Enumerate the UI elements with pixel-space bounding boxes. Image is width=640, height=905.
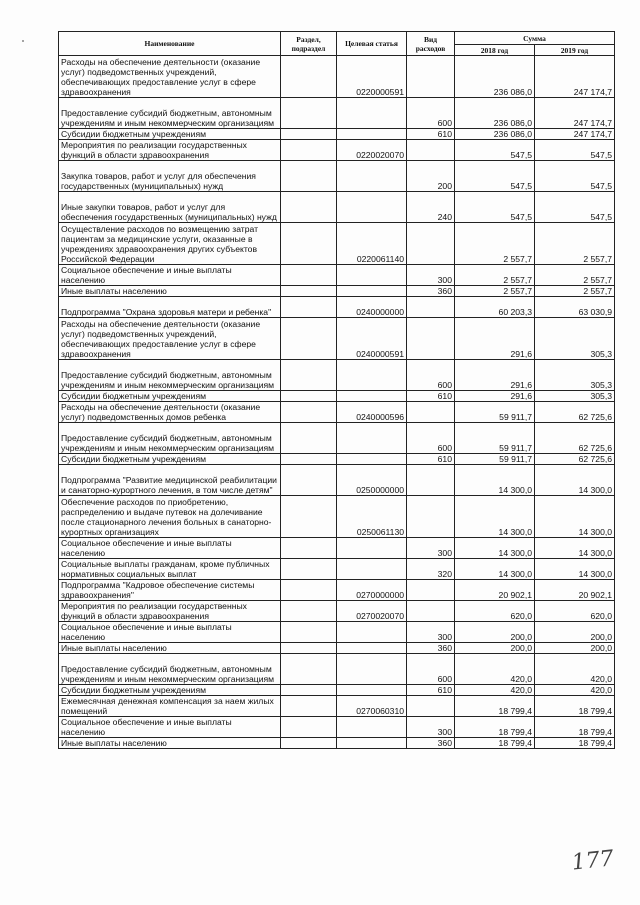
table-cell-2018: 14 300,0 (455, 538, 535, 559)
table-row (59, 685, 615, 696)
table-cell-section (281, 559, 337, 580)
header-type: Вид расходов (407, 32, 455, 56)
table-cell-name: Социальное обеспечение и иные выплаты населению (59, 717, 281, 738)
table-row (59, 402, 615, 423)
table-cell-name: Расходы на обеспечение деятельности (оказание услуг) подведомственных учреждений, обеспечивающих предоставление услуг в сфере здравоохранения (59, 318, 281, 360)
table-cell-type: 610 (407, 391, 455, 402)
table-cell-name: Подпрограмма "Развитие медицинской реабилитации и санаторно-курортного лечения, в том числе детям" (59, 465, 281, 496)
table-cell-2018: 420,0 (455, 685, 535, 696)
table-cell-section (281, 286, 337, 297)
table-cell-name: Мероприятия по реализации государственных функций в области здравоохранения (59, 601, 281, 622)
table-cell-section (281, 161, 337, 192)
table-cell-name: Социальное обеспечение и иные выплаты населению (59, 265, 281, 286)
table-cell-type (407, 223, 455, 265)
table-row (59, 622, 615, 643)
table-cell-target (337, 685, 407, 696)
table-row (59, 696, 615, 717)
table-cell-2018: 14 300,0 (455, 465, 535, 496)
table-cell-type (407, 580, 455, 601)
table-cell-2019: 247 174,7 (535, 56, 615, 98)
table-cell-name: Расходы на обеспечение деятельности (оказание услуг) подведомственных домов ребенка (59, 402, 281, 423)
table-cell-name: Осуществление расходов по возмещению затрат пациентам за медицинские услуги, оказанные в учреждениях здравоохранения других субъектов Российской Федерации (59, 223, 281, 265)
table-cell-2018: 420,0 (455, 654, 535, 685)
table-cell-section (281, 423, 337, 454)
table-cell-section (281, 402, 337, 423)
table-cell-2019: 247 174,7 (535, 129, 615, 140)
table-row (59, 129, 615, 140)
table-cell-2019: 420,0 (535, 685, 615, 696)
table-cell-name: Закупка товаров, работ и услуг для обеспечения государственных (муниципальных) нужд (59, 161, 281, 192)
table-cell-2019: 200,0 (535, 622, 615, 643)
table-cell-target (337, 717, 407, 738)
table-row (59, 318, 615, 360)
table-cell-2019: 547,5 (535, 161, 615, 192)
table-cell-name: Иные закупки товаров, работ и услуг для обеспечения государственных (муниципальных) нужд (59, 192, 281, 223)
table-cell-name: Ежемесячная денежная компенсация за наем жилых помещений (59, 696, 281, 717)
table-row (59, 140, 615, 161)
table-cell-target: 0270060310 (337, 696, 407, 717)
table-row (59, 423, 615, 454)
header-section: Раздел, подраздел (281, 32, 337, 56)
header-year-2019: 2019 год (535, 45, 615, 56)
table-cell-section (281, 140, 337, 161)
table-cell-section (281, 318, 337, 360)
table-cell-target (337, 265, 407, 286)
table-cell-2018: 236 086,0 (455, 98, 535, 129)
table-cell-section (281, 643, 337, 654)
table-cell-2019: 305,3 (535, 360, 615, 391)
table-cell-section (281, 129, 337, 140)
table-cell-target (337, 129, 407, 140)
table-cell-target (337, 622, 407, 643)
table-cell-2018: 620,0 (455, 601, 535, 622)
table-row (59, 360, 615, 391)
table-cell-name: Обеспечение расходов по приобретению, распределению и выдаче путевок на долечивание после стационарного лечения больных в санаторно-курортных организациях (59, 496, 281, 538)
table-row (59, 559, 615, 580)
table-cell-2018: 59 911,7 (455, 423, 535, 454)
table-cell-name: Мероприятия по реализации государственных функций в области здравоохранения (59, 140, 281, 161)
table-cell-type (407, 56, 455, 98)
table-cell-2019: 62 725,6 (535, 454, 615, 465)
table-cell-section (281, 601, 337, 622)
table-cell-2019: 18 799,4 (535, 717, 615, 738)
table-cell-target (337, 454, 407, 465)
table-cell-2019: 2 557,7 (535, 286, 615, 297)
table-cell-target: 0240000000 (337, 297, 407, 318)
table-row (59, 717, 615, 738)
table-cell-type (407, 496, 455, 538)
table-row (59, 391, 615, 402)
header-name: Наименование (59, 32, 281, 56)
table-cell-2019: 200,0 (535, 643, 615, 654)
table-cell-2019: 14 300,0 (535, 496, 615, 538)
table-cell-type: 600 (407, 654, 455, 685)
table-cell-2018: 291,6 (455, 391, 535, 402)
table-cell-name: Предоставление субсидий бюджетным, автономным учреждениям и иным некоммерческим организациям (59, 98, 281, 129)
table-row (59, 297, 615, 318)
table-cell-target (337, 559, 407, 580)
table-cell-name: Подпрограмма "Кадровое обеспечение системы здравоохранения" (59, 580, 281, 601)
table-cell-name: Иные выплаты населению (59, 643, 281, 654)
table-cell-type (407, 601, 455, 622)
table-row (59, 161, 615, 192)
table-cell-target (337, 192, 407, 223)
table-cell-name: Подпрограмма "Охрана здоровья матери и ребенка" (59, 297, 281, 318)
table-cell-2019: 14 300,0 (535, 559, 615, 580)
table-cell-2018: 2 557,7 (455, 286, 535, 297)
table-cell-target (337, 654, 407, 685)
table-row (59, 538, 615, 559)
table-cell-2019: 2 557,7 (535, 265, 615, 286)
table-cell-target: 0250061130 (337, 496, 407, 538)
table-cell-target (337, 391, 407, 402)
table-cell-name: Социальные выплаты гражданам, кроме публичных нормативных социальных выплат (59, 559, 281, 580)
table-cell-2018: 60 203,3 (455, 297, 535, 318)
table-cell-target (337, 538, 407, 559)
table-cell-2019: 18 799,4 (535, 738, 615, 749)
table-cell-2019: 14 300,0 (535, 465, 615, 496)
table-cell-target (337, 423, 407, 454)
table-cell-2018: 59 911,7 (455, 454, 535, 465)
table-cell-section (281, 56, 337, 98)
table-cell-type: 300 (407, 717, 455, 738)
table-cell-section (281, 685, 337, 696)
table-row (59, 580, 615, 601)
table-cell-type: 610 (407, 129, 455, 140)
table-cell-type (407, 696, 455, 717)
table-cell-section (281, 654, 337, 685)
table-cell-2019: 305,3 (535, 391, 615, 402)
table-cell-name: Иные выплаты населению (59, 286, 281, 297)
table-row (59, 192, 615, 223)
table-cell-2019: 2 557,7 (535, 223, 615, 265)
table-cell-2019: 420,0 (535, 654, 615, 685)
table-cell-section (281, 696, 337, 717)
table-cell-type: 610 (407, 454, 455, 465)
table-cell-target: 0240000591 (337, 318, 407, 360)
table-cell-section (281, 98, 337, 129)
table-cell-type (407, 465, 455, 496)
table-cell-name: Иные выплаты населению (59, 738, 281, 749)
table-cell-2018: 547,5 (455, 140, 535, 161)
table-row (59, 223, 615, 265)
table-cell-2019: 62 725,6 (535, 423, 615, 454)
budget-table (58, 31, 615, 749)
table-cell-section (281, 465, 337, 496)
table-cell-type (407, 318, 455, 360)
header-sum: Сумма (455, 32, 615, 45)
table-cell-section (281, 265, 337, 286)
table-cell-section (281, 738, 337, 749)
table-cell-type (407, 297, 455, 318)
header-year-2018: 2018 год (455, 45, 535, 56)
table-cell-target: 0220061140 (337, 223, 407, 265)
table-cell-name: Субсидии бюджетным учреждениям (59, 129, 281, 140)
table-cell-2018: 2 557,7 (455, 223, 535, 265)
table-cell-2018: 18 799,4 (455, 696, 535, 717)
table-cell-target: 0270020070 (337, 601, 407, 622)
table-cell-section (281, 580, 337, 601)
table-cell-type: 600 (407, 98, 455, 129)
table-cell-name: Предоставление субсидий бюджетным, автономным учреждениям и иным некоммерческим организациям (59, 654, 281, 685)
table-cell-section (281, 297, 337, 318)
table-cell-type (407, 140, 455, 161)
table-cell-type: 200 (407, 161, 455, 192)
table-cell-type: 360 (407, 286, 455, 297)
table-cell-2019: 20 902,1 (535, 580, 615, 601)
table-body (59, 56, 615, 749)
table-cell-2018: 291,6 (455, 318, 535, 360)
table-row (59, 465, 615, 496)
table-cell-name: Субсидии бюджетным учреждениям (59, 391, 281, 402)
table-cell-type: 360 (407, 643, 455, 654)
table-cell-2018: 291,6 (455, 360, 535, 391)
table-cell-name: Предоставление субсидий бюджетным, автономным учреждениям и иным некоммерческим организациям (59, 423, 281, 454)
table-cell-section (281, 496, 337, 538)
table-cell-2018: 18 799,4 (455, 738, 535, 749)
table-cell-section (281, 622, 337, 643)
table-cell-2019: 547,5 (535, 192, 615, 223)
table-row (59, 286, 615, 297)
table-cell-target: 0220020070 (337, 140, 407, 161)
table-cell-2018: 20 902,1 (455, 580, 535, 601)
table-cell-2019: 14 300,0 (535, 538, 615, 559)
table-cell-name: Социальное обеспечение и иные выплаты населению (59, 622, 281, 643)
table-cell-type: 610 (407, 685, 455, 696)
table-cell-target (337, 98, 407, 129)
table-row (59, 654, 615, 685)
table-cell-2018: 200,0 (455, 643, 535, 654)
table-cell-2019: 305,3 (535, 318, 615, 360)
table-cell-name: Расходы на обеспечение деятельности (оказание услуг) подведомственных учреждений, обеспечивающих предоставление услуг в сфере здравоохранения (59, 56, 281, 98)
table-row (59, 738, 615, 749)
table-cell-type: 300 (407, 622, 455, 643)
table-cell-section (281, 391, 337, 402)
table-cell-target (337, 643, 407, 654)
table-cell-2019: 547,5 (535, 140, 615, 161)
table-cell-target: 0220000591 (337, 56, 407, 98)
table-cell-2019: 18 799,4 (535, 696, 615, 717)
table-cell-name: Предоставление субсидий бюджетным, автономным учреждениям и иным некоммерческим организациям (59, 360, 281, 391)
table-cell-2018: 14 300,0 (455, 559, 535, 580)
table-cell-type (407, 402, 455, 423)
table-row (59, 98, 615, 129)
table-cell-type: 300 (407, 538, 455, 559)
table-cell-target: 0250000000 (337, 465, 407, 496)
table-cell-2018: 547,5 (455, 192, 535, 223)
table-row (59, 643, 615, 654)
table-cell-2018: 59 911,7 (455, 402, 535, 423)
header-target: Целевая статья (337, 32, 407, 56)
table-cell-2018: 236 086,0 (455, 129, 535, 140)
table-cell-2018: 547,5 (455, 161, 535, 192)
table-cell-name: Субсидии бюджетным учреждениям (59, 454, 281, 465)
scan-speck (22, 40, 24, 42)
table-cell-2019: 62 725,6 (535, 402, 615, 423)
table-cell-type: 600 (407, 423, 455, 454)
table-cell-2018: 18 799,4 (455, 717, 535, 738)
table-cell-target: 0240000596 (337, 402, 407, 423)
table-cell-target (337, 738, 407, 749)
table-row (59, 56, 615, 98)
table-cell-type: 320 (407, 559, 455, 580)
table-cell-type: 300 (407, 265, 455, 286)
table-row (59, 601, 615, 622)
table-row (59, 496, 615, 538)
table-cell-target (337, 360, 407, 391)
table-cell-target (337, 286, 407, 297)
table-cell-section (281, 223, 337, 265)
table-header (59, 32, 615, 56)
table-cell-2018: 14 300,0 (455, 496, 535, 538)
table-cell-section (281, 717, 337, 738)
table-cell-section (281, 360, 337, 391)
table-cell-type: 240 (407, 192, 455, 223)
table-row (59, 265, 615, 286)
table-cell-2018: 200,0 (455, 622, 535, 643)
table-cell-2019: 63 030,9 (535, 297, 615, 318)
table-cell-target: 0270000000 (337, 580, 407, 601)
table-cell-section (281, 192, 337, 223)
table-cell-section (281, 454, 337, 465)
page-number: 177 (570, 846, 615, 876)
table-cell-2018: 236 086,0 (455, 56, 535, 98)
table-cell-section (281, 538, 337, 559)
table-cell-2018: 2 557,7 (455, 265, 535, 286)
table-cell-2019: 620,0 (535, 601, 615, 622)
table-row (59, 454, 615, 465)
table-cell-2019: 247 174,7 (535, 98, 615, 129)
table-cell-target (337, 161, 407, 192)
table-cell-name: Субсидии бюджетным учреждениям (59, 685, 281, 696)
table-cell-type: 600 (407, 360, 455, 391)
table-cell-type: 360 (407, 738, 455, 749)
table-cell-name: Социальное обеспечение и иные выплаты населению (59, 538, 281, 559)
